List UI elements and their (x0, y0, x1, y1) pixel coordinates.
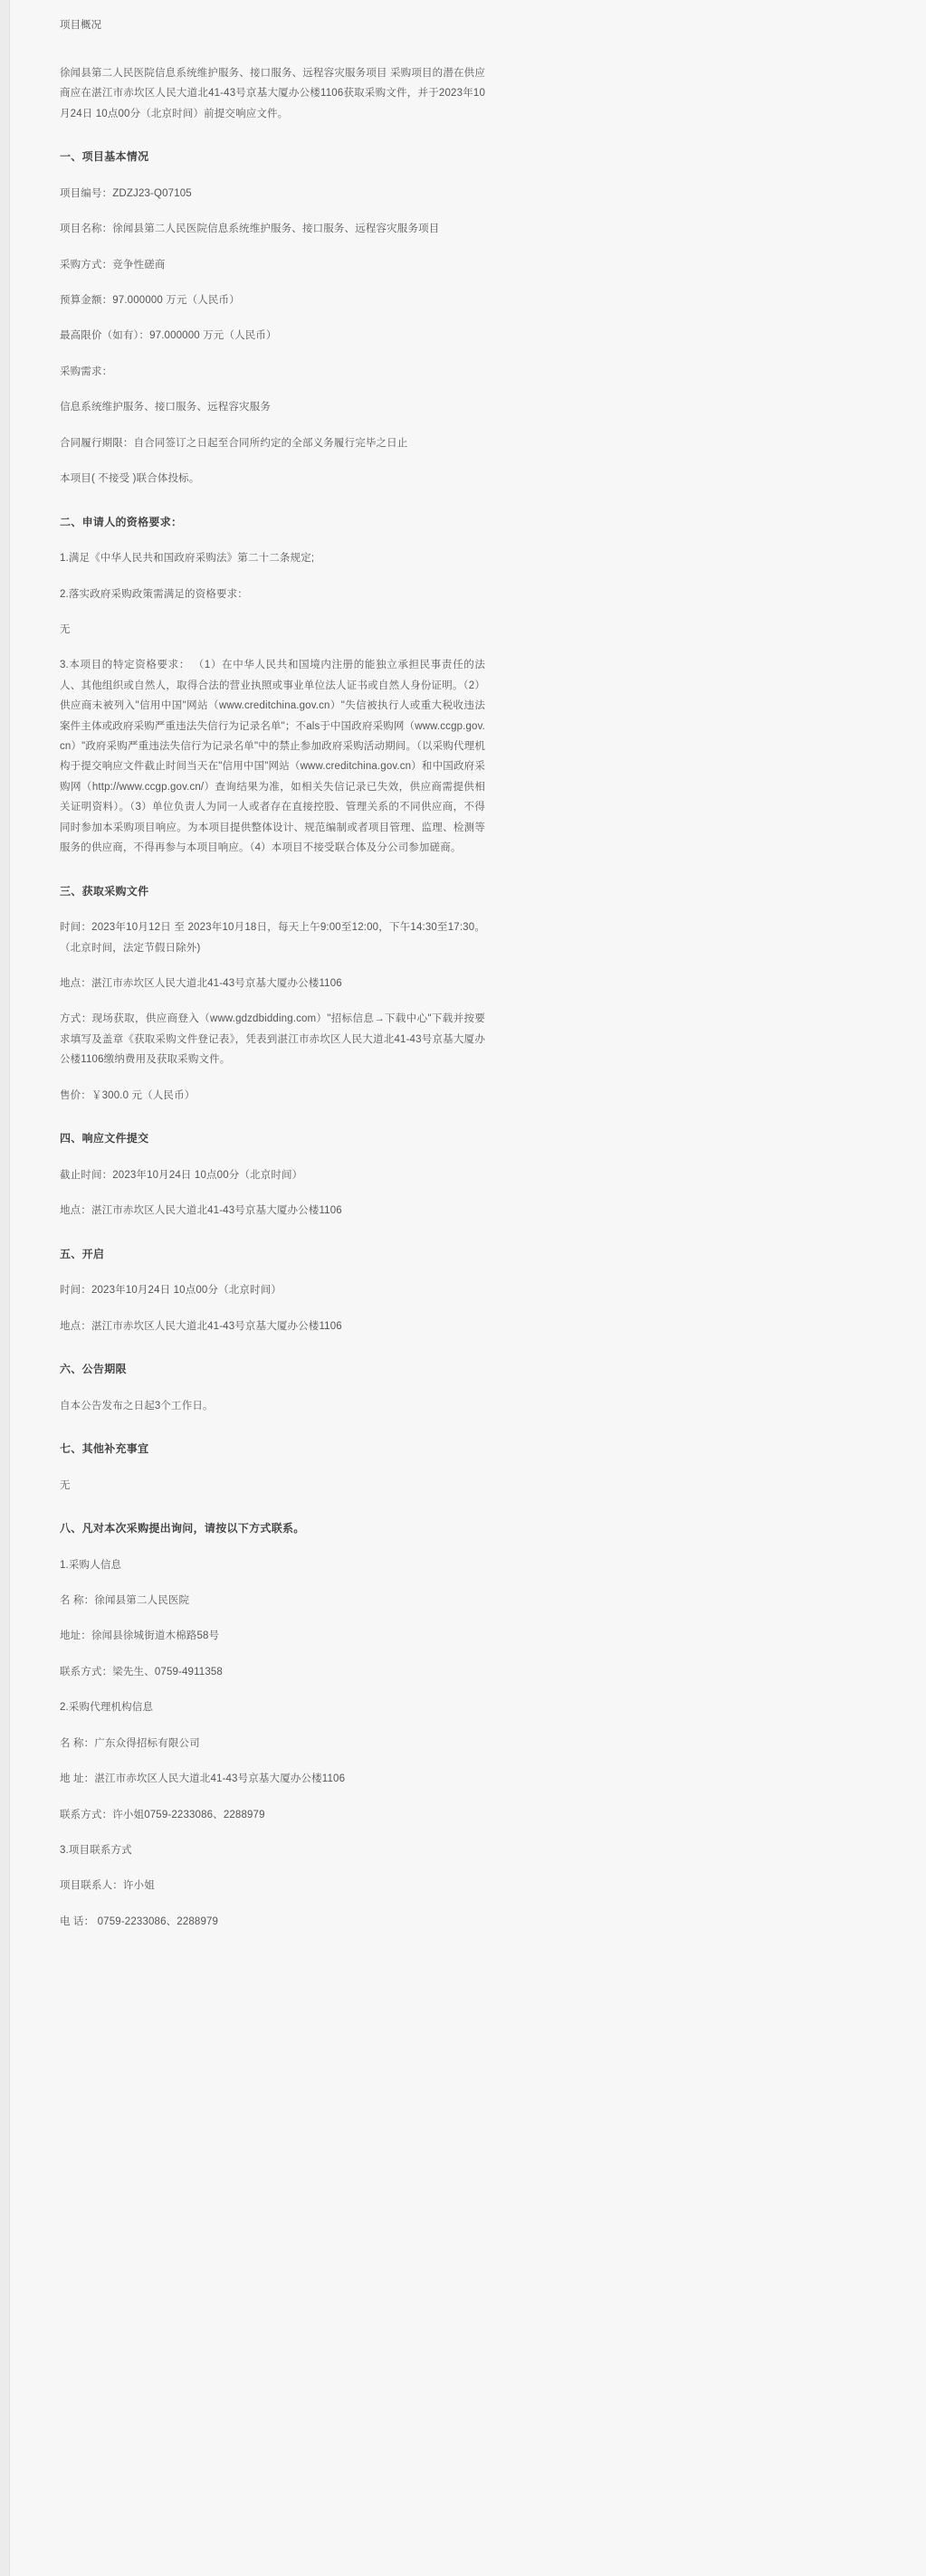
agency-address: 地 址：湛江市赤坎区人民大道北41-43号京基大厦办公楼1106 (60, 1773, 346, 1785)
buyer-contact: 联系方式：梁先生、0759-4911358 (60, 1666, 223, 1678)
agency-info-heading: 2.采购代理机构信息 (60, 1702, 154, 1714)
announcement-period: 自本公告发布之日起3个工作日。 (60, 1400, 214, 1412)
max-price: 最高限价（如有）：97.000000 万元（人民币） (60, 330, 277, 342)
qualification-item-1: 1.满足《中华人民共和国政府采购法》第二十二条规定; (60, 553, 315, 565)
section-heading-5: 五、开启 (60, 1247, 105, 1260)
lead-paragraph: 徐闻县第二人民医院信息系统维护服务、接口服务、远程容灾服务项目 采购项目的潜在供应商应在湛江市赤坎区人民大道北41-43号京基大厦办公楼1106获取采购文件，并于2023年10月24日 10点00分（北京时间）前提交响应文件。 (60, 67, 485, 119)
submission-place: 地点：湛江市赤坎区人民大道北41-43号京基大厦办公楼1106 (60, 1205, 342, 1217)
project-number: 项目编号：ZDZJ23-Q07105 (60, 187, 192, 199)
document-sheet (10, 0, 926, 1983)
qualification-item-3: 3.本项目的特定资格要求： （1）在中华人民共和国境内注册的能独立承担民事责任的法人、其他组织或自然人，取得合法的营业执照或事业单位法人证书或自然人身份证明。（2）供应商未被列入"信用中国"网站（www.creditchina.gov.cn）"失信被执行人或重大税收违法案件主体或政府采购严重违法失信行为记录名单"；不als于中国政府采购网（www.ccgp.gov.cn）"政府采购严重违法失信行为记录名单"中的禁止参加政府采购活动期间。（以采购代理机构于提交响应文件截止时间当天在"信用中国"网站（www.creditchina.gov.cn）和中国政府采购网（http://www.ccgp.gov.cn/）查询结果为准，如相关失信记录已失效，供应商需提供相关证明资料）。（3）单位负责人为同一人或者存在直接控股、管理关系的不同供应商，不得同时参加本采购项目响应。为本项目提供整体设计、规范编制或者项目管理、监理、检测等服务的供应商，不得再参与本项目响应。（4）本项目不接受联合体及分公司参加磋商。 (60, 660, 485, 854)
qualification-item-2: 2.落实政府采购政策需满足的资格要求： (60, 588, 248, 600)
agency-contact: 联系方式：许小姐0759-2233086、2288979 (60, 1809, 265, 1820)
section-heading-8: 八、凡对本次采购提出询问，请按以下方式联系。 (60, 1522, 305, 1535)
project-contact-person: 项目联系人：许小姐 (60, 1880, 155, 1892)
project-contact-phone: 电 话： 0759-2233086、2288979 (60, 1915, 219, 1927)
budget-amount: 预算金额：97.000000 万元（人民币） (60, 294, 240, 306)
section-heading-4: 四、响应文件提交 (60, 1132, 149, 1145)
section-heading-6: 六、公告期限 (60, 1363, 127, 1375)
project-name: 项目名称：徐闻县第二人民医院信息系统维护服务、接口服务、远程容灾服务项目 (60, 223, 440, 235)
buyer-info-heading: 1.采购人信息 (60, 1559, 122, 1571)
procurement-method: 采购方式：竞争性磋商 (60, 259, 166, 271)
opening-time: 时间：2023年10月24日 10点00分（北京时间） (60, 1285, 282, 1297)
requirement-label: 采购需求： (60, 366, 113, 377)
acquire-method: 方式：现场获取，供应商登入（www.gdzdbidding.com）"招标信息→下载中心"下载并按要求填写及盖章《获取采购文件登记表》，凭表到湛江市赤坎区人民大道北41-43号京基大厦办公楼1106缴纳费用及获取采购文件。 (60, 1013, 485, 1066)
document-body (60, 16, 485, 1932)
acquire-place: 地点：湛江市赤坎区人民大道北41-43号京基大厦办公楼1106 (60, 978, 342, 990)
opening-place: 地点：湛江市赤坎区人民大道北41-43号京基大厦办公楼1106 (60, 1320, 342, 1332)
section-heading-3: 三、获取采购文件 (60, 884, 149, 898)
project-contact-heading: 3.项目联系方式 (60, 1845, 132, 1856)
section-heading-7: 七、其他补充事宜 (60, 1442, 149, 1456)
acquire-time: 时间：2023年10月12日 至 2023年10月18日，每天上午9:00至12:00，下午14:30至17:30。（北京时间，法定节假日除外) (60, 922, 485, 954)
qualification-item-2-value: 无 (60, 623, 71, 635)
consortium-note: 本项目( 不接受 )联合体投标。 (60, 473, 200, 485)
overview-label: 项目概况 (60, 20, 101, 31)
contract-period: 合同履行期限：自合同签订之日起至合同所约定的全部义务履行完毕之日止 (60, 437, 408, 449)
section-heading-2: 二、申请人的资格要求： (60, 515, 183, 528)
agency-name: 名 称：广东众得招标有限公司 (60, 1737, 200, 1749)
other-matters: 无 (60, 1479, 71, 1491)
buyer-address: 地址：徐闻县徐城街道木棉路58号 (60, 1630, 220, 1642)
requirement-text: 信息系统维护服务、接口服务、远程容灾服务 (60, 402, 271, 413)
page-left-rail (0, 0, 10, 2576)
buyer-name: 名 称：徐闻县第二人民医院 (60, 1595, 190, 1607)
acquire-price: 售价：￥300.0 元（人民币） (60, 1089, 196, 1101)
submission-deadline: 截止时间：2023年10月24日 10点00分（北京时间） (60, 1169, 303, 1181)
section-heading-1: 一、项目基本情况 (60, 150, 149, 164)
